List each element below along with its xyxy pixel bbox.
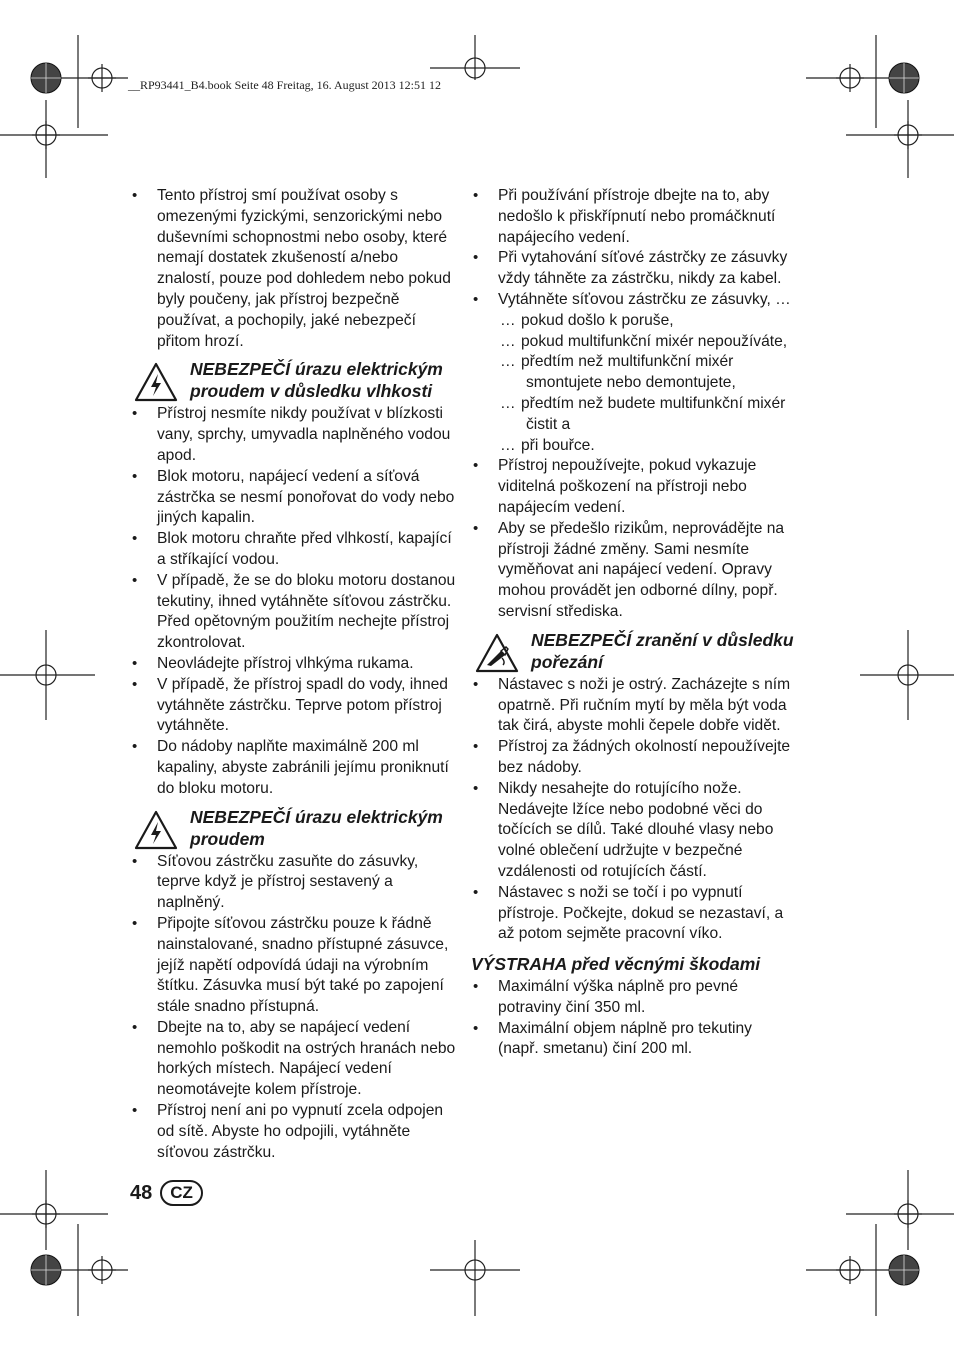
electric-moisture-list bbox=[130, 404, 456, 799]
electric-hazard-icon bbox=[134, 810, 178, 850]
warning-title: NEBEZPEČÍ úrazu elektrickým proudem bbox=[190, 806, 443, 849]
sub-list-item: … pokud došlo k poruše, bbox=[500, 311, 674, 329]
sub-list-item: … předtím než multifunkční mixér smontujete nebo demontujete, bbox=[500, 353, 736, 392]
list-item: • Tento přístroj smí používat osoby s omezenými fyzickými, senzorickými nebo duševními schopnostmi nebo osoby, které nemají dostatek zkušeností a/nebo znalostí, pouze pod dohledem nebo pokud byly poučeny, jak přístroj bezpečně používat, a pochopily, jaké nebezpečí přitom hrozí. bbox=[130, 186, 456, 352]
electric-list bbox=[130, 852, 456, 1164]
cut-hazard-icon bbox=[475, 633, 519, 673]
sub-list-item: … při bouřce. bbox=[500, 436, 595, 454]
list-item: • Nástavec s noži se točí i po vypnutí přístroje. Počkejte, dokud se nezastaví, a až potom sejměte pracovní víko. bbox=[471, 883, 797, 945]
list-item: • Při vytahování síťové zástrčky ze zásuvky vždy táhněte za zástrčku, nikdy za kabel. bbox=[471, 248, 797, 290]
electric-hazard-icon bbox=[134, 362, 178, 402]
list-item: • Při používání přístroje dbejte na to, aby nedošlo k přiskřípnutí nebo promáčknutí napájecího vedení. bbox=[471, 186, 797, 248]
unplug-conditions-list bbox=[471, 311, 797, 457]
page-number: 48 bbox=[130, 1181, 153, 1204]
damage-list bbox=[471, 456, 797, 622]
list-item: • Připojte síťovou zástrčku pouze k řádně nainstalované, snadno přístupné zásuvce, jejíž napětí odpovídá údaji na výrobním štítku. Zásuvka musí být také po zapojení stále snadno přístupná. bbox=[130, 914, 456, 1018]
warning-title: NEBEZPEČÍ zranění v důsledku pořezání bbox=[531, 629, 794, 672]
list-item: • Aby se předešlo rizikům, neprovádějte na přístroji žádné změny. Sami nesmíte vyměňovat ani napájecí vedení. Opravy mohou provádět jen odborné dílny, popř. servisní střediska. bbox=[471, 519, 797, 623]
intro-list bbox=[130, 186, 456, 352]
warning-heading-electric-moisture bbox=[130, 358, 456, 402]
print-file-info: __RP93441_B4.book Seite 48 Freitag, 16. August 2013 12:51 12 bbox=[128, 78, 442, 92]
caution-heading: VÝSTRAHA před věcnými škodami bbox=[471, 954, 761, 975]
list-item: • V případě, že přístroj spadl do vody, ihned vytáhněte zástrčku. Teprve potom přístroj vytáhněte. bbox=[130, 675, 456, 737]
cable-list bbox=[471, 186, 797, 311]
list-item: • Maximální objem náplně pro tekutiny (např. smetanu) činí 200 ml. bbox=[471, 1019, 797, 1061]
list-item: • Maximální výška náplně pro pevné potraviny činí 350 ml. bbox=[471, 977, 797, 1019]
list-item: • Neovládejte přístroj vlhkýma rukama. bbox=[130, 654, 456, 675]
list-item: • V případě, že se do bloku motoru dostanou tekutiny, ihned vytáhněte síťovou zástrčku. Před opětovným použitím nechejte přístroj zkontrolovat. bbox=[130, 571, 456, 654]
list-item: • Nikdy nesahejte do rotujícího nože. Nedávejte lžíce nebo podobné věci do točících se dílů. Také dlouhé vlasy nebo volné oblečení udržujte v bezpečné vzdálenosti od rotujících částí. bbox=[471, 779, 797, 883]
list-item: • Dbejte na to, aby se napájecí vedení nemohlo poškodit na ostrých hranách nebo horkých místech. Napájecí vedení neomotávejte kolem přístroje. bbox=[130, 1018, 456, 1101]
caution-list bbox=[471, 977, 797, 1060]
list-item: • Přístroj nesmíte nikdy používat v blízkosti vany, sprchy, umyvadla naplněného vodou apod. bbox=[130, 404, 456, 466]
list-item: • Do nádoby naplňte maximálně 200 ml kapaliny, abyste zabránili jejímu proniknutí do bloku motoru. bbox=[130, 737, 456, 799]
list-item: • Blok motoru chraňte před vlhkostí, kapající a stříkající vodou. bbox=[130, 529, 456, 571]
list-item: • Vytáhněte síťovou zástrčku ze zásuvky, … bbox=[471, 290, 797, 311]
list-item: • Blok motoru, napájecí vedení a síťová zástrčka se nesmí ponořovat do vody nebo jiných kapalin. bbox=[130, 467, 456, 529]
warning-title: NEBEZPEČÍ úrazu elektrickým proudem v důsledku vlhkosti bbox=[190, 359, 443, 402]
list-item: • Síťovou zástrčku zasuňte do zásuvky, teprve když je přístroj sestavený a naplněný. bbox=[130, 852, 456, 914]
list-item: • Přístroj není ani po vypnutí zcela odpojen od sítě. Abyste ho odpojili, vytáhněte síťovou zástrčku. bbox=[130, 1101, 456, 1163]
cut-list bbox=[471, 675, 797, 945]
list-item: • Přístroj nepoužívejte, pokud vykazuje viditelná poškození na přístroji nebo napájecím vedení. bbox=[471, 456, 797, 518]
right-column bbox=[471, 186, 797, 1060]
warning-heading-electric bbox=[130, 806, 456, 850]
list-item: • Nástavec s noži je ostrý. Zacházejte s ním opatrně. Při ručním mytí by měla být voda tak čirá, abyste mohli čepele dobře vidět. bbox=[471, 675, 797, 737]
language-badge: CZ bbox=[160, 1180, 203, 1206]
sub-list-item: … pokud multifunkční mixér nepoužíváte, bbox=[500, 332, 788, 350]
warning-heading-cut bbox=[471, 629, 797, 673]
sub-list-item: … předtím než budete multifunkční mixér čistit a bbox=[500, 394, 786, 433]
list-item: • Přístroj za žádných okolností nepoužívejte bez nádoby. bbox=[471, 737, 797, 779]
page-footer bbox=[130, 1180, 203, 1206]
left-column bbox=[130, 186, 456, 1163]
